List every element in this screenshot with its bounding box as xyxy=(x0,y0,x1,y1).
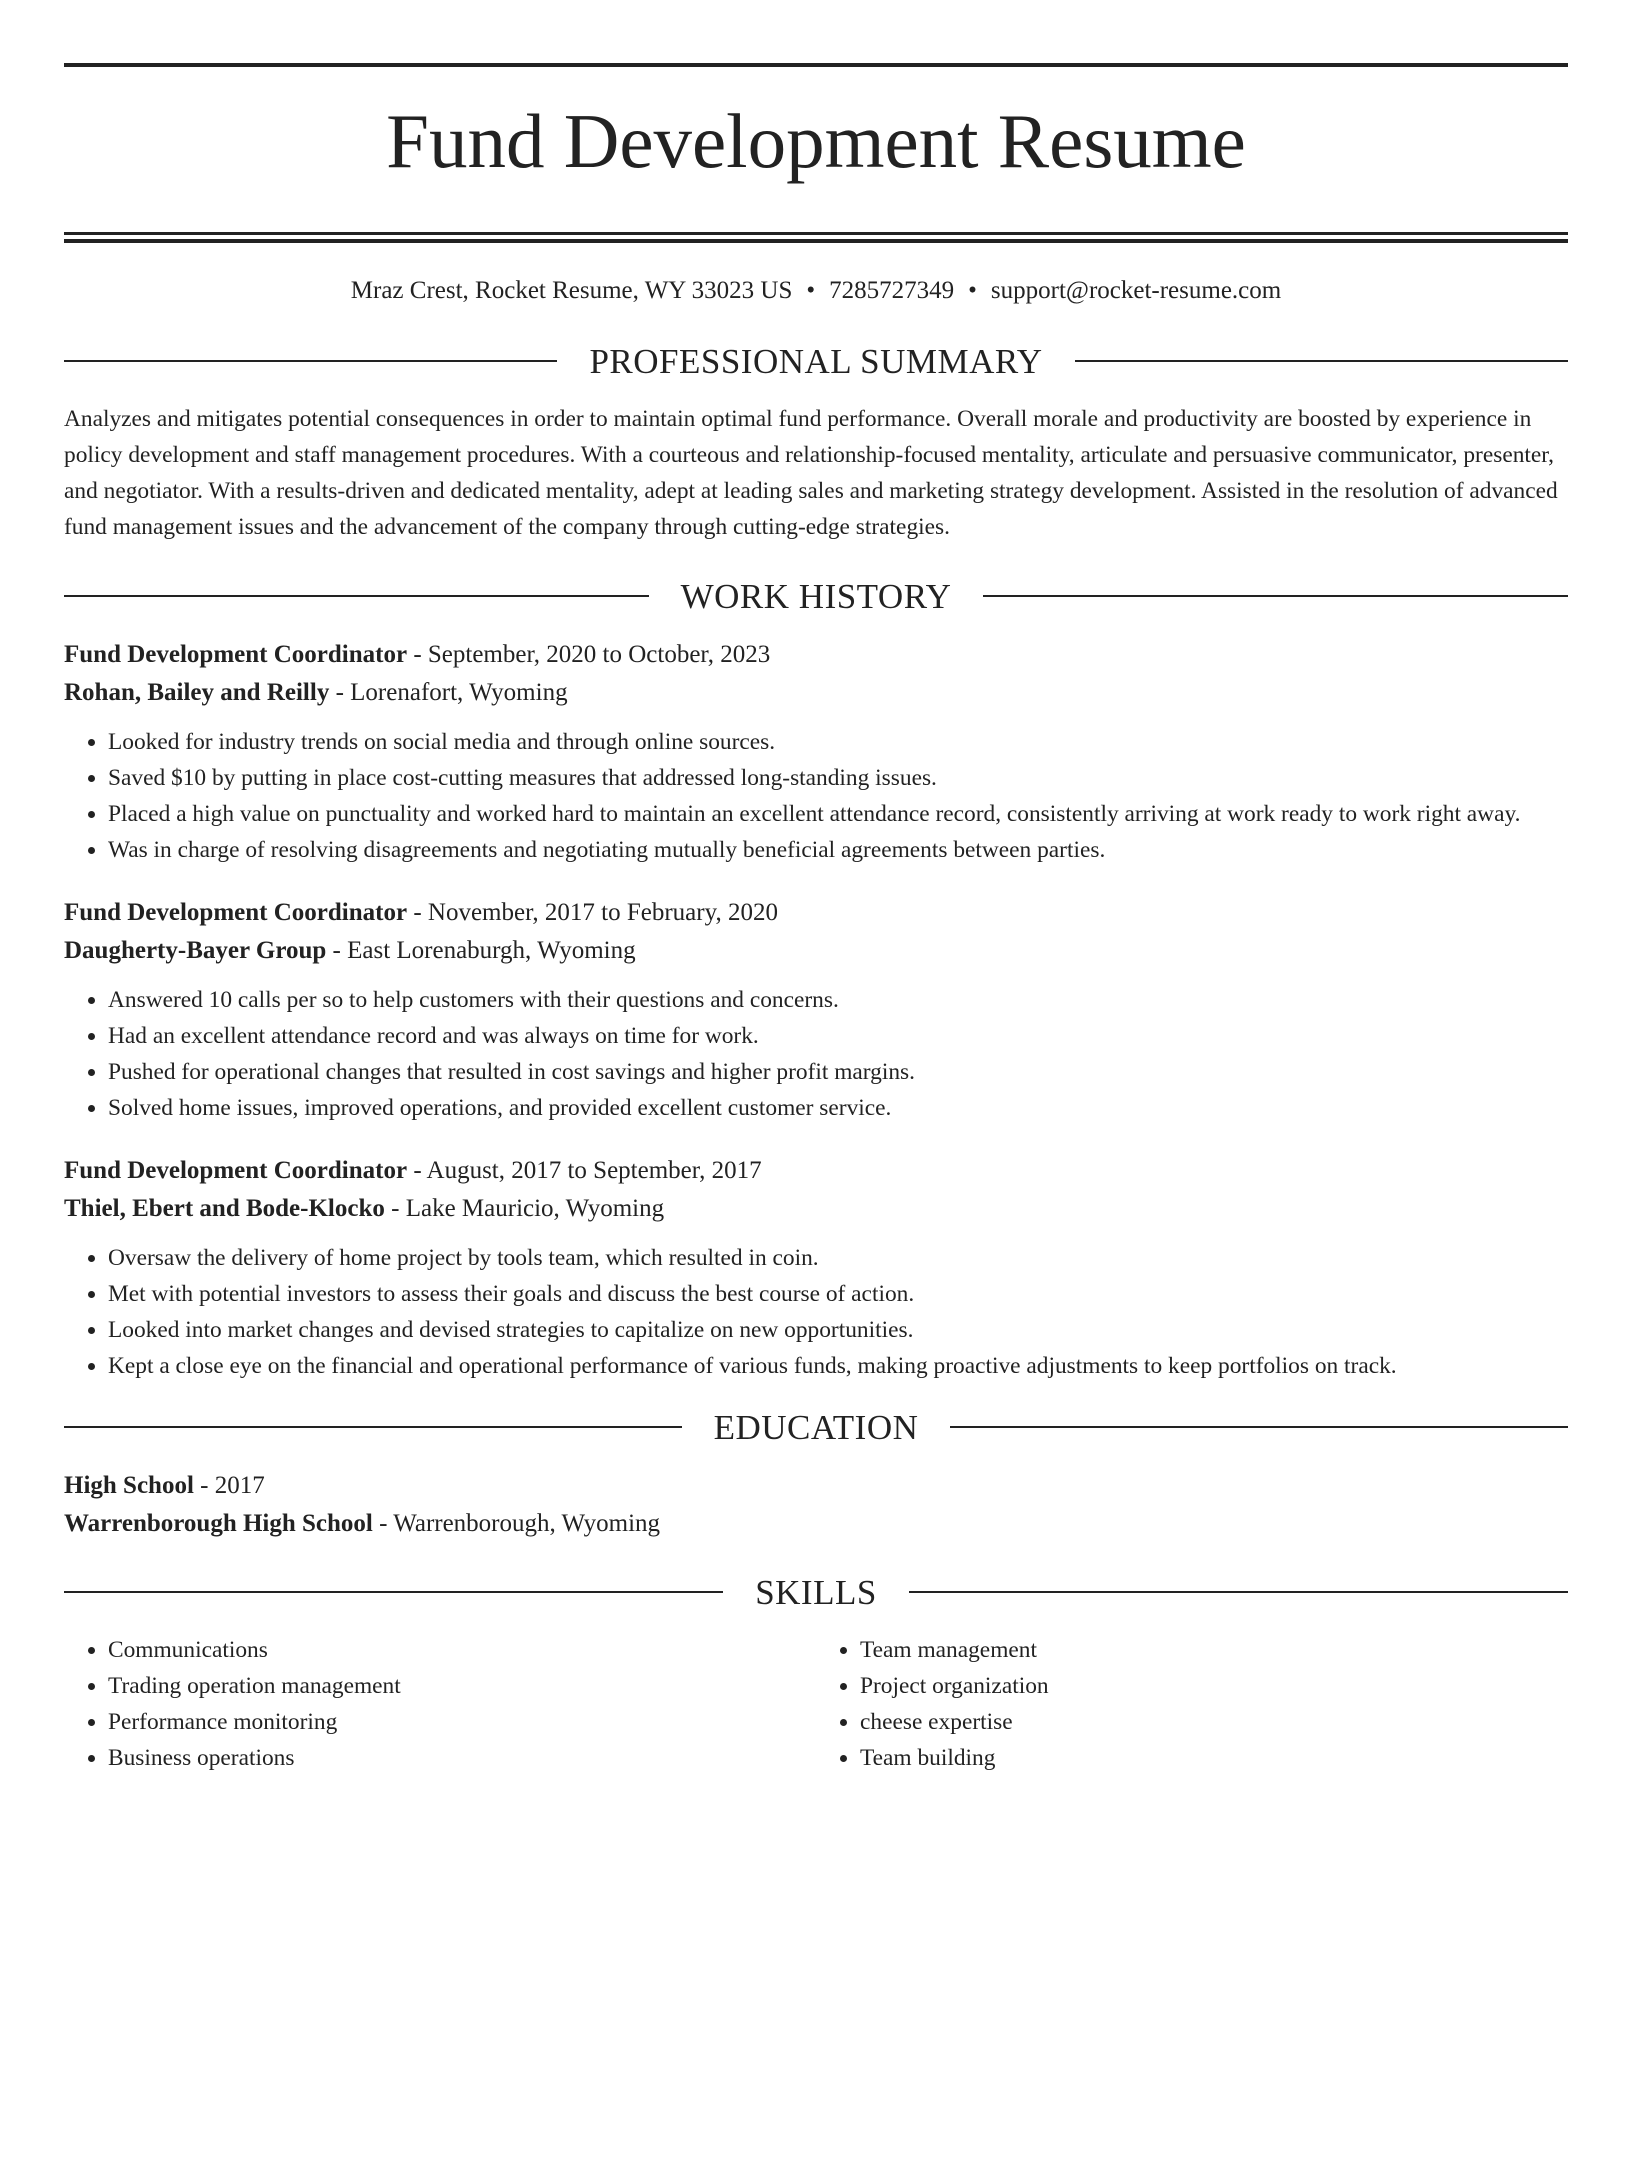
section-rule xyxy=(909,1591,1568,1593)
section-rule xyxy=(64,595,649,597)
job-company: Thiel, Ebert and Bode-Klocko xyxy=(64,1194,385,1222)
section-title: SKILLS xyxy=(755,1572,877,1612)
section-title: PROFESSIONAL SUMMARY xyxy=(589,341,1043,381)
title-double-rule xyxy=(64,232,1568,243)
contact-separator: • xyxy=(968,276,977,304)
section-rule xyxy=(1075,360,1568,362)
skill-item: • Communications xyxy=(108,1632,816,1668)
section-rule xyxy=(950,1426,1568,1428)
job-title-line xyxy=(64,894,1568,932)
education-year: - 2017 xyxy=(193,1471,265,1499)
job-location: - East Lorenaburgh, Wyoming xyxy=(326,936,636,964)
education-degree: High School xyxy=(64,1471,194,1499)
section-rule xyxy=(64,1426,682,1428)
job-dates: - August, 2017 to September, 2017 xyxy=(407,1156,762,1184)
job-bullet: • Placed a high value on punctuality and worked hard to maintain an excellent attendance record, consistently arriving at work ready to work right away. xyxy=(108,796,1568,832)
job-title-line xyxy=(64,636,1568,674)
job-bullet: • Had an excellent attendance record and was always on time for work. xyxy=(108,1018,1568,1054)
section-header-summary xyxy=(64,341,1568,381)
section-rule xyxy=(64,1591,723,1593)
education-degree-line xyxy=(64,1467,1568,1505)
education-school-line xyxy=(64,1505,1568,1543)
job-bullets xyxy=(64,724,1568,868)
contact-line xyxy=(64,276,1568,306)
job-company-line xyxy=(64,1190,1568,1228)
education-school: Warrenborough High School xyxy=(64,1509,373,1537)
skill-item: • Trading operation management xyxy=(108,1668,816,1704)
job-entry xyxy=(64,1152,1568,1384)
job-bullet: • Kept a close eye on the financial and operational performance of various funds, making proactive adjustments to keep portfolios on track. xyxy=(108,1348,1568,1384)
education-location: - Warrenborough, Wyoming xyxy=(372,1509,661,1537)
skill-item: • Project organization xyxy=(860,1668,1568,1704)
skills-list-left xyxy=(64,1632,816,1776)
section-header-work xyxy=(64,576,1568,616)
skills-list-right xyxy=(816,1632,1568,1776)
contact-email: support@rocket-resume.com xyxy=(990,276,1282,304)
job-company-line xyxy=(64,932,1568,970)
job-bullet: • Answered 10 calls per so to help customers with their questions and concerns. xyxy=(108,982,1568,1018)
job-dates: - November, 2017 to February, 2020 xyxy=(407,898,778,926)
section-header-skills xyxy=(64,1572,1568,1612)
job-title: Fund Development Coordinator xyxy=(64,898,408,926)
skill-item: • Team building xyxy=(860,1740,1568,1776)
education-entry xyxy=(64,1467,1568,1543)
job-company-line xyxy=(64,674,1568,712)
job-bullet: • Met with potential investors to assess their goals and discuss the best course of action. xyxy=(108,1276,1568,1312)
job-bullet: • Was in charge of resolving disagreements and negotiating mutually beneficial agreements between parties. xyxy=(108,832,1568,868)
section-rule xyxy=(983,595,1568,597)
job-bullet: • Looked for industry trends on social media and through online sources. xyxy=(108,724,1568,760)
resume-page xyxy=(0,63,1632,2175)
job-location: - Lorenafort, Wyoming xyxy=(329,678,568,706)
job-bullet: • Oversaw the delivery of home project by tools team, which resulted in coin. xyxy=(108,1240,1568,1276)
contact-address: Mraz Crest, Rocket Resume, WY 33023 US xyxy=(350,276,793,304)
summary-text: Analyzes and mitigates potential consequences in order to maintain optimal fund performance. Overall morale and productivity are boosted by experience in policy development and staff management procedures. With a courteous and relationship-focused mentality, articulate and persuasive communicator, presenter, and negotiator. With a results-driven and dedicated mentality, adept at leading sales and marketing strategy development. Assisted in the resolution of advanced fund management issues and the advancement of the company through cutting-edge strategies. xyxy=(64,405,1558,540)
skills-columns xyxy=(64,1632,1568,1776)
top-rule xyxy=(64,63,1568,67)
job-company: Daugherty-Bayer Group xyxy=(64,936,327,964)
job-bullet: • Pushed for operational changes that resulted in cost savings and higher profit margins. xyxy=(108,1054,1568,1090)
job-bullets xyxy=(64,1240,1568,1384)
section-title: EDUCATION xyxy=(713,1407,919,1447)
contact-separator: • xyxy=(806,276,816,304)
section-title: WORK HISTORY xyxy=(680,576,952,616)
skill-item: • cheese expertise xyxy=(860,1704,1568,1740)
resume-title: Fund Development Resume xyxy=(386,98,1246,184)
job-bullets xyxy=(64,982,1568,1126)
skill-item: • Team management xyxy=(860,1632,1568,1668)
job-title: Fund Development Coordinator xyxy=(64,640,408,668)
job-company: Rohan, Bailey and Reilly xyxy=(64,678,330,706)
section-header-education xyxy=(64,1407,1568,1447)
skill-item: • Performance monitoring xyxy=(108,1704,816,1740)
section-rule xyxy=(64,360,557,362)
skill-item: • Business operations xyxy=(108,1740,816,1776)
job-bullet: • Saved $10 by putting in place cost-cutting measures that addressed long-standing issues. xyxy=(108,760,1568,796)
job-title-line xyxy=(64,1152,1568,1190)
job-location: - Lake Mauricio, Wyoming xyxy=(384,1194,665,1222)
contact-phone: 7285727349 xyxy=(829,276,955,304)
job-dates: - September, 2020 to October, 2023 xyxy=(407,640,771,668)
job-entry xyxy=(64,636,1568,868)
job-bullet: • Looked into market changes and devised strategies to capitalize on new opportunities. xyxy=(108,1312,1568,1348)
job-title: Fund Development Coordinator xyxy=(64,1156,408,1184)
job-entry xyxy=(64,894,1568,1126)
job-bullet: • Solved home issues, improved operations, and provided excellent customer service. xyxy=(108,1090,1568,1126)
